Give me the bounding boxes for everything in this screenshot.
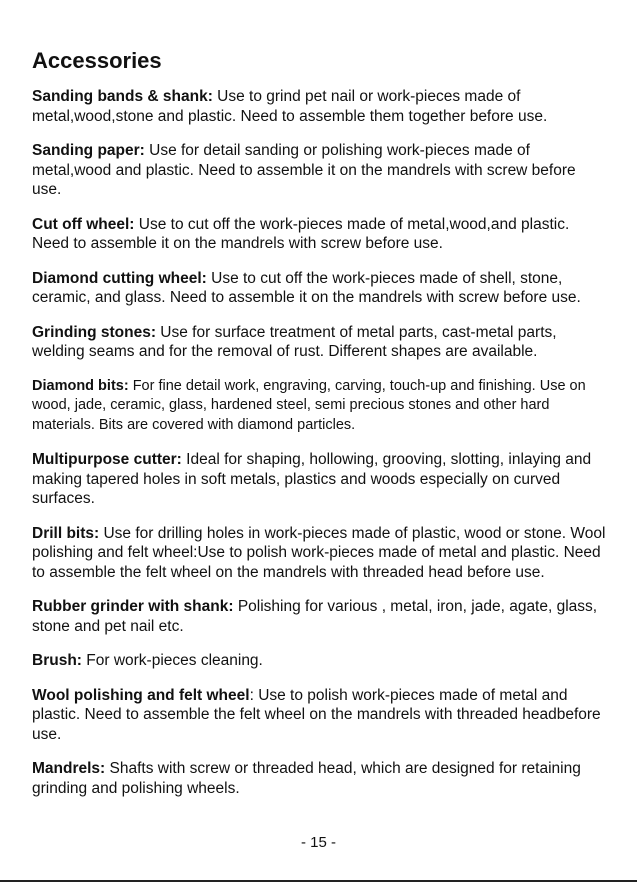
entry-sanding-paper <box>32 141 608 200</box>
document-page <box>32 48 608 813</box>
entry-text: Use for surface treatment of metal parts, cast-metal parts, welding seams and for the removal of rust. Different shapes are available. <box>32 323 557 360</box>
bottom-rule <box>0 880 637 882</box>
entry-diamond-cutting-wheel <box>32 269 608 308</box>
entry-mandrels <box>32 759 608 798</box>
entry-cut-off-wheel <box>32 215 608 254</box>
entry-text: Use for detail sanding or polishing work-pieces made of metal,wood and plastic. Need to assemble it on the mandrels with screw before use. <box>32 142 576 198</box>
page-title: Accessories <box>32 48 162 73</box>
entry-grinding-stones <box>32 323 608 362</box>
entry-term: Drill bits: <box>32 524 100 542</box>
entry-sanding-bands <box>32 87 608 126</box>
entry-text: : Use to polish work-pieces made of metal and plastic. Need to assemble the felt wheel on the mandrels with threaded headbefore use. <box>32 686 601 743</box>
entry-multipurpose-cutter <box>32 450 608 509</box>
entry-text: Use to cut off the work-pieces made of shell, stone, ceramic, and glass. Need to assemble it on the mandrels with screw before use. <box>32 269 581 306</box>
entry-brush <box>32 651 608 671</box>
entry-diamond-bits <box>32 377 608 436</box>
entry-text: Ideal for shaping, hollowing, grooving, slotting, inlaying and making tapered holes in soft metals, plastics and woods especially on curved surfaces. <box>32 451 592 507</box>
page-number: - 15 - <box>300 834 336 851</box>
entry-term: Rubber grinder with shank: <box>32 598 234 615</box>
entry-text: Use for drilling holes in work-pieces made of plastic, wood or stone. Wool polishing and felt wheel:Use to polish work-pieces made of metal and plastic. Need to assemble the felt wheel on the mandrels with threaded head before use. <box>32 524 606 581</box>
entry-text: Polishing for various , metal, iron, jade, agate, glass, stone and pet nail etc. <box>32 598 598 635</box>
entry-text: Use to grind pet nail or work-pieces made of metal,wood,stone and plastic. Need to assemble them together before use. <box>32 88 548 125</box>
entry-term: Sanding paper: <box>32 142 145 159</box>
entry-rubber-grinder <box>32 597 608 636</box>
entry-term: Grinding stones: <box>32 323 156 341</box>
entry-term: Brush: <box>32 652 82 669</box>
entry-text: For fine detail work, engraving, carving, touch-up and finishing. Use on wood, jade, ceramic, glass, hardened steel, semi precious stones and other hard materials. Bits are covered with diamond particles. <box>32 377 586 433</box>
entry-term: Multipurpose cutter: <box>32 451 182 468</box>
entry-term: Wool polishing and felt wheel <box>32 686 250 704</box>
entry-text: For work-pieces cleaning. <box>81 652 263 669</box>
entry-text: Shafts with screw or threaded head, which are designed for retaining grinding and polishing wheels. <box>32 760 581 797</box>
entry-term: Diamond bits: <box>32 377 129 394</box>
entry-term: Cut off wheel: <box>32 215 135 233</box>
entry-text: Use to cut off the work-pieces made of metal,wood,and plastic. Need to assemble it on the mandrels with screw before use. <box>32 215 570 252</box>
entry-wool-polishing <box>32 686 608 745</box>
entry-term: Sanding bands & shank: <box>32 88 213 105</box>
entry-drill-bits <box>32 524 608 583</box>
entry-term: Diamond cutting wheel: <box>32 269 207 287</box>
entry-term: Mandrels: <box>32 760 106 777</box>
